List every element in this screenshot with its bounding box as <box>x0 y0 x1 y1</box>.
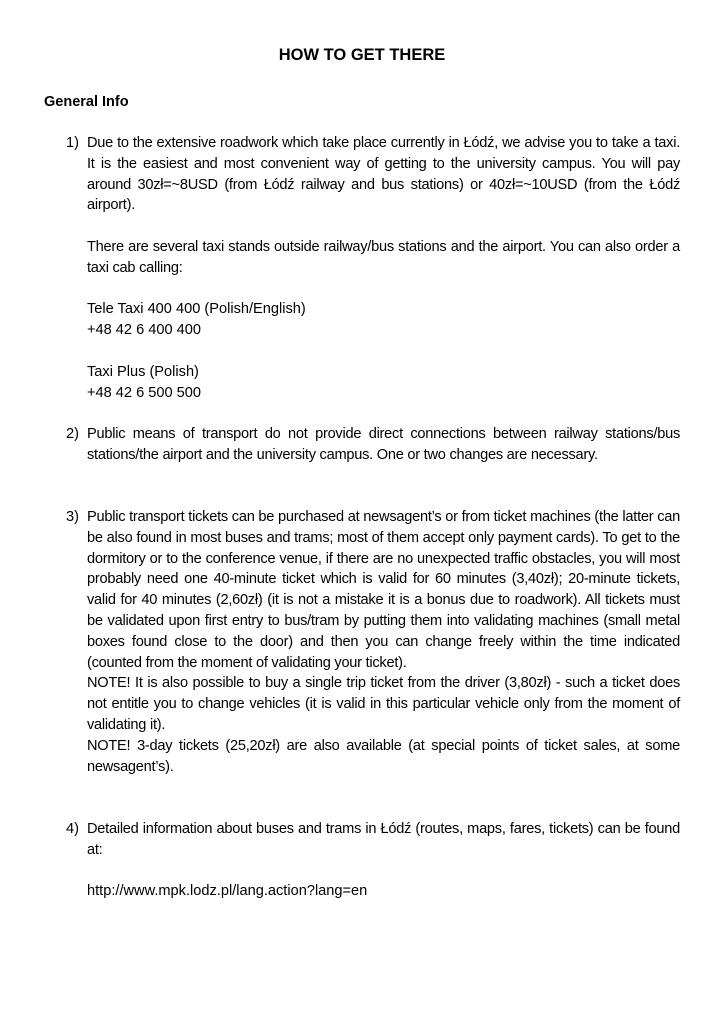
page-title: HOW TO GET THERE <box>278 46 446 64</box>
item-1-taxi-intro: There are several taxi stands outside railway/bus stations and the airport. You can also order a taxi cab calling: <box>87 239 680 276</box>
taxi-company-2 <box>87 362 201 404</box>
item-3-paragraph: Public transport tickets can be purchased at newsagent’s or from ticket machines (the latter can be also found in most buses and trams; most of them accept only payment cards). To get to the dormitory or to the conference venue, if there are no unexpected traffic obstacles, you will most probably need one 40-minute ticket which is valid for 60 minutes (3,40zł); 20-minute tickets, valid for 40 minutes (2,60zł) (it is not a mistake it is a bonus due to roadwork). All tickets must be validated upon first entry to bus/tram by putting them into validating machines (small metal boxes found close to the door) and then you can change freely within the time indicated (counted from the moment of validating your ticket). <box>87 509 680 671</box>
item-2-number: 2) <box>66 426 79 442</box>
item-3-body <box>87 507 680 777</box>
item-3-number: 3) <box>66 509 79 525</box>
section-heading: General Info <box>44 94 129 110</box>
taxi-company-1-name: Tele Taxi 400 400 (Polish/English) <box>87 301 306 317</box>
item-3-note-2: NOTE! 3-day tickets (25,20zł) are also available (at special points of ticket sales, at some newsagent’s). <box>87 737 680 775</box>
item-1-number: 1) <box>66 135 79 151</box>
taxi-company-2-name: Taxi Plus (Polish) <box>87 364 199 380</box>
item-4-paragraph: Detailed information about buses and trams in Łódź (routes, maps, fares, tickets) can be found at: <box>87 821 680 858</box>
item-3-note-1: NOTE! It is also possible to buy a single trip ticket from the driver (3,80zł) - such a ticket does not entitle you to change vehicles (it is valid in this particular vehicle only from the moment of validating it). <box>87 675 680 733</box>
taxi-company-1 <box>87 299 306 341</box>
item-2-paragraph: Public means of transport do not provide direct connections between railway stations/bus stations/the airport and the university campus. One or two changes are necessary. <box>87 426 680 463</box>
item-1-paragraph: Due to the extensive roadwork which take place currently in Łódź, we advise you to take a taxi. It is the easiest and most convenient way of getting to the university campus. You will pay around 30zł=~8USD (from Łódź railway and bus stations) or 40zł=~10USD (from the Łódź airport). <box>87 135 680 214</box>
mpk-link[interactable]: http://www.mpk.lodz.pl/lang.action?lang=en <box>87 883 368 899</box>
taxi-company-2-phone: +48 42 6 500 500 <box>87 384 202 401</box>
taxi-company-1-phone: +48 42 6 400 400 <box>87 321 202 338</box>
item-4-number: 4) <box>66 821 79 837</box>
